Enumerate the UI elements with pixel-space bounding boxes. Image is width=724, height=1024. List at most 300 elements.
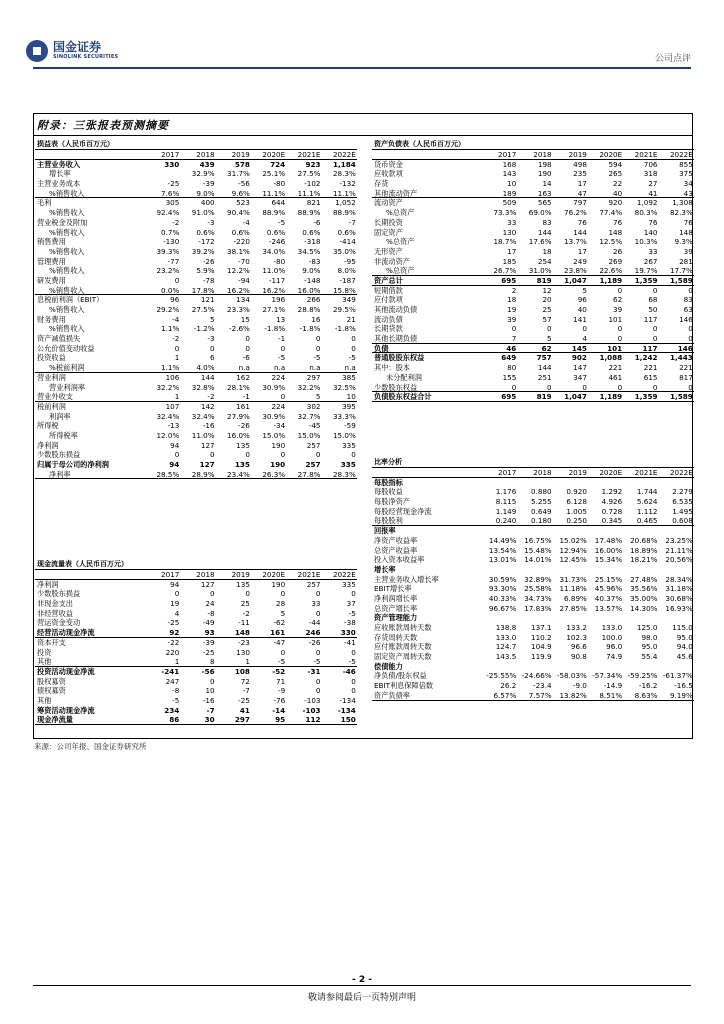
row-value: 25.15% (594, 574, 623, 584)
row-value: 10.3% (634, 237, 658, 247)
row-value: -3 (207, 217, 215, 227)
row-value: 15 (240, 314, 250, 324)
row-label: 流动资产 (374, 198, 403, 208)
table-row (35, 638, 357, 648)
row-value: -49 (202, 618, 215, 628)
row-value: 28.3% (332, 469, 356, 479)
row-value: -41 (344, 637, 356, 647)
row-value: 12 (542, 285, 552, 295)
row-value: 0 (351, 676, 356, 686)
row-value: 18.89% (630, 545, 658, 555)
row-value: 21 (346, 314, 356, 324)
row-value: 32.7% (297, 411, 321, 421)
row-value: 335 (342, 440, 356, 450)
row-value: 143 (502, 169, 517, 179)
table-row (35, 431, 357, 441)
row-value: 11.0% (191, 430, 215, 440)
row-value (553, 526, 588, 536)
row-value: 498 (573, 159, 587, 169)
row-value: 37 (346, 599, 356, 609)
row-value: 318 (643, 169, 658, 179)
row-value: 247 (165, 676, 180, 686)
row-value: 5 (547, 334, 552, 344)
row-label: 归属于母公司的净利润 (37, 460, 109, 469)
row-value: 0 (315, 343, 321, 353)
row-value: 0 (688, 334, 693, 344)
row-value: 133.0 (601, 623, 623, 632)
table-row (35, 412, 357, 422)
row-value: -94 (238, 275, 250, 285)
table-row (372, 575, 694, 585)
row-value: 5 (210, 314, 215, 324)
table-row (35, 609, 357, 619)
row-value (145, 169, 180, 179)
row-value: 77.4% (599, 208, 623, 218)
row-value: 14.49% (488, 535, 517, 545)
row-value: 133.0 (495, 632, 517, 642)
row-value: 27.85% (559, 603, 587, 613)
row-value: 93.30% (488, 584, 517, 594)
row-label: 现金净流量 (37, 715, 73, 724)
row-value: 1 (174, 392, 180, 402)
row-value (588, 526, 623, 536)
row-label: %销售收入 (49, 188, 85, 198)
row-value: 88.9% (297, 208, 321, 218)
row-value: 0 (315, 334, 321, 344)
row-value: 12.5% (599, 237, 623, 247)
table-row (35, 648, 357, 658)
row-label: 资产减值损失 (37, 334, 81, 344)
row-value (658, 613, 693, 623)
row-value (658, 478, 693, 488)
row-value: -58.03% (556, 671, 587, 681)
row-value: 0 (617, 334, 623, 344)
row-value: 0 (652, 324, 658, 334)
row-value: 124.7 (495, 642, 517, 652)
row-value: 5 (315, 392, 321, 402)
table-row (372, 198, 694, 208)
row-value: 138.8 (495, 623, 517, 632)
row-value: -414 (339, 237, 356, 247)
row-value: 16.75% (524, 535, 552, 545)
row-value: 5.624 (636, 497, 658, 507)
row-value: -241 (161, 666, 180, 676)
row-value: 281 (679, 256, 693, 266)
row-value: 385 (342, 372, 356, 382)
row-value: 32.89% (524, 574, 552, 584)
row-value: 94 (169, 460, 180, 469)
table-row (35, 667, 357, 677)
table-row (35, 344, 357, 354)
row-value: -26 (308, 637, 321, 647)
row-value: 127 (199, 460, 215, 469)
row-value: 24 (205, 599, 215, 609)
table-row (35, 218, 357, 228)
row-value: 0 (652, 285, 658, 295)
row-value: -22 (167, 637, 180, 647)
row-value (623, 613, 658, 623)
table-row (35, 363, 357, 373)
row-value: 0 (351, 647, 356, 657)
row-value: n.a (238, 363, 250, 373)
row-value: 265 (608, 169, 623, 179)
row-value: -44 (308, 618, 321, 628)
row-value: 0.6% (266, 227, 286, 237)
row-value: 190 (537, 169, 552, 179)
row-value: 16 (311, 314, 321, 324)
table-row (35, 179, 357, 189)
row-value (517, 478, 552, 488)
row-value: 107 (165, 401, 180, 411)
row-value: 146 (679, 314, 693, 324)
cash-flow-statement (35, 560, 357, 725)
row-value (517, 526, 552, 536)
row-value: 12.0% (156, 430, 180, 440)
row-value: 57 (542, 314, 552, 324)
logo-mark-icon (26, 40, 48, 62)
row-value: 0 (547, 382, 552, 392)
row-value: 135 (236, 579, 250, 589)
table-row (372, 324, 694, 334)
row-value: 27.5% (297, 169, 321, 179)
row-value: 0 (688, 324, 693, 334)
row-value: 190 (271, 440, 286, 450)
row-value: 18 (507, 295, 517, 305)
row-value: 76 (648, 217, 658, 227)
row-value (658, 565, 693, 575)
row-value: 196 (271, 295, 286, 305)
row-value: -5 (313, 353, 321, 363)
row-label: 长期贷款 (374, 324, 403, 334)
table-row (35, 450, 357, 460)
table-row (35, 305, 357, 315)
table-row (35, 237, 357, 247)
row-value: 35.56% (630, 584, 658, 594)
row-value: 76.2% (564, 208, 587, 218)
row-value: 25.58% (524, 584, 552, 594)
row-value: 0.6% (337, 227, 356, 237)
row-value: 83 (542, 217, 552, 227)
row-label: 营业税金及附加 (37, 217, 88, 227)
row-value: 235 (573, 169, 587, 179)
row-value: 23.3% (227, 305, 250, 314)
row-value: 565 (537, 198, 552, 208)
row-value: -130 (162, 237, 180, 247)
row-value: 297 (306, 372, 321, 382)
row-value: -2 (172, 217, 180, 227)
year-header: 2018 (196, 570, 215, 579)
row-value (588, 662, 623, 672)
table-row (35, 696, 357, 706)
row-value: 0 (210, 450, 215, 460)
row-value: 1.149 (495, 506, 517, 516)
row-value: -61.37% (662, 671, 693, 681)
row-value: 0.6% (302, 227, 321, 237)
row-value: 0.6% (196, 227, 215, 237)
row-value: -83 (308, 256, 321, 266)
table-row (372, 584, 694, 594)
table-row (35, 286, 357, 296)
row-value: 110.2 (531, 632, 552, 642)
table-row (35, 618, 357, 628)
row-value: 1.292 (601, 487, 623, 497)
row-value: 13.7% (564, 237, 587, 247)
row-label: %销售收入 (49, 208, 85, 218)
year-header: 2017 (161, 570, 180, 579)
table-row (35, 315, 357, 325)
row-value: 267 (643, 256, 658, 266)
row-value: 101 (607, 343, 623, 353)
row-value: 198 (537, 159, 552, 169)
table-row (35, 402, 357, 412)
row-value: 82.3% (669, 208, 693, 218)
table-row (372, 623, 694, 633)
row-label: 净资产收益率 (374, 535, 418, 545)
panel-title: 损益表（人民币百万元） (35, 140, 357, 150)
row-label: 投资收益 (37, 353, 66, 363)
row-value: 96 (577, 295, 587, 305)
row-value: 330 (340, 628, 356, 638)
row-value: 330 (164, 159, 180, 169)
row-value: 0.465 (636, 516, 658, 526)
row-value: 0 (315, 647, 321, 657)
row-value: 88.9% (332, 208, 356, 218)
row-value: 0 (617, 285, 623, 295)
table-row (372, 671, 694, 681)
table-row (372, 228, 694, 238)
row-value: 400 (200, 198, 215, 208)
row-value: 0 (174, 343, 180, 353)
row-value: 140 (643, 227, 658, 237)
row-value: 8 (210, 657, 215, 667)
row-label: 财务费用 (37, 314, 66, 324)
row-value: 695 (501, 392, 517, 402)
row-label: EBIT利息保障倍数 (374, 681, 434, 691)
row-value: 819 (536, 392, 552, 402)
table-row (372, 642, 694, 652)
row-value: 0 (280, 647, 286, 657)
row-label: 负债 (374, 343, 389, 353)
row-value: 251 (537, 372, 552, 382)
row-value: 15.34% (594, 555, 623, 565)
row-label: %销售收入 (49, 285, 85, 295)
row-value: -2 (172, 334, 180, 344)
table-row (372, 478, 694, 488)
row-value: 1.005 (566, 506, 587, 516)
row-value: 644 (271, 198, 286, 208)
row-value: 266 (306, 295, 321, 305)
row-value: -31 (307, 666, 321, 676)
row-value: 104.9 (531, 642, 552, 652)
row-value: 32.9% (191, 169, 215, 179)
row-value: -80 (273, 256, 286, 266)
row-value: -47 (273, 637, 286, 647)
year-header: 2022E (669, 150, 693, 159)
row-value: 147 (573, 363, 587, 373)
row-value: 94 (170, 579, 180, 589)
row-value: 28.5% (156, 469, 180, 479)
row-value: -39 (202, 637, 215, 647)
row-value (623, 565, 658, 575)
row-value: 28.9% (191, 469, 215, 479)
row-value: 0 (351, 589, 356, 599)
row-label: 营业利润率 (49, 382, 85, 392)
row-value: 40 (613, 188, 623, 198)
row-value: 29.5% (332, 305, 356, 314)
table-row (372, 237, 694, 247)
row-value: 148 (679, 227, 693, 237)
year-header-row (35, 150, 357, 160)
row-value: 102.3 (566, 632, 587, 642)
year-header: 2019 (231, 570, 250, 579)
row-value: 0 (280, 392, 286, 402)
row-label: 毛利 (37, 198, 52, 208)
row-value: -2 (207, 392, 215, 402)
row-value: 0 (174, 275, 180, 285)
row-label: 存货周转天数 (374, 632, 418, 642)
row-label: 回报率 (374, 526, 396, 536)
row-value: 130 (236, 647, 250, 657)
row-value: 63 (683, 305, 693, 314)
row-value: 146 (677, 343, 693, 353)
row-value: 16.2% (227, 285, 250, 295)
row-value (482, 565, 517, 575)
row-value: 39 (613, 305, 623, 314)
row-value: 7.6% (161, 188, 180, 198)
row-value: 155 (502, 372, 517, 382)
row-value: -5 (348, 608, 356, 618)
logo-cn: 国金证券 (53, 40, 102, 54)
row-value: 91.0% (191, 208, 215, 218)
row-value (588, 565, 623, 575)
row-value: 26.3% (262, 469, 286, 479)
row-value: 142 (200, 401, 215, 411)
row-value: 1 (174, 353, 180, 363)
row-value: 17.8% (191, 285, 215, 295)
row-value: 0 (174, 450, 180, 460)
table-row (35, 599, 357, 609)
row-value: 1,308 (672, 198, 693, 208)
row-label: 普通股股东权益 (374, 353, 425, 363)
row-label: %销售收入 (49, 266, 85, 276)
row-value: 920 (608, 198, 623, 208)
row-value: -9 (278, 686, 286, 696)
year-header: 2020E (599, 468, 623, 477)
row-value: -16 (202, 421, 215, 431)
row-value: 221 (679, 363, 693, 373)
row-value: 17 (507, 246, 517, 256)
row-value: 0 (280, 589, 286, 599)
row-value: 130 (502, 227, 517, 237)
row-value: 55.4 (641, 652, 658, 662)
row-value: -57.34% (592, 671, 623, 681)
row-value: 1,443 (670, 353, 693, 363)
row-label: 其他 (37, 695, 52, 705)
row-label: 净负债/股东权益 (374, 671, 427, 681)
appendix-title: 附录：三张报表预测摘要 (33, 113, 693, 136)
row-value: 33 (507, 217, 517, 227)
row-value: -25 (202, 647, 215, 657)
row-value: -5 (278, 657, 286, 667)
row-value: 1,092 (636, 198, 658, 208)
table-row (372, 363, 694, 373)
row-value: 347 (573, 372, 587, 382)
row-value (482, 526, 517, 536)
table-row (372, 305, 694, 315)
row-value: 15.0% (297, 430, 321, 440)
row-value: 40 (577, 305, 587, 314)
row-value: 461 (608, 372, 623, 382)
row-label: 营业外收支 (37, 392, 73, 401)
table-row (372, 507, 694, 517)
row-value: 80 (507, 363, 517, 373)
row-value: 16.93% (665, 603, 693, 613)
row-value: 135 (236, 440, 250, 450)
year-header: 2018 (196, 150, 215, 159)
table-row (372, 555, 694, 565)
row-value: 0 (617, 382, 623, 392)
row-value: -6 (313, 217, 321, 227)
row-value: 34.0% (262, 246, 286, 256)
row-label: 每股经营现金净流 (374, 506, 432, 516)
row-label: 其中：股本 (374, 363, 410, 373)
row-value: 31.7% (227, 169, 250, 179)
row-value: -134 (339, 695, 356, 705)
row-value: -80 (273, 179, 286, 189)
row-label: 税前利润 (37, 401, 66, 411)
row-value: 15.48% (524, 545, 552, 555)
row-value: n.a (309, 363, 321, 373)
row-value: 0 (245, 343, 250, 353)
row-value: 578 (234, 159, 250, 169)
header-blank (372, 468, 482, 477)
row-value: 335 (340, 460, 356, 469)
row-value: 29.2% (156, 305, 180, 314)
row-value: 0 (315, 686, 321, 696)
row-label: 营运资金变动 (37, 618, 81, 628)
row-value: 923 (305, 159, 321, 169)
row-value: -5 (172, 695, 180, 705)
row-value: 27 (648, 179, 658, 189)
row-value: 41 (239, 705, 250, 715)
row-value: -1.8% (334, 324, 356, 334)
row-value: 33 (311, 599, 321, 609)
row-value: 10 (507, 179, 517, 189)
row-value: -4 (172, 314, 180, 324)
row-value: 16.00% (594, 545, 623, 555)
row-label: 主营业务成本 (37, 179, 81, 189)
row-value: 95 (275, 715, 286, 725)
row-value: 76 (613, 217, 623, 227)
row-value: 40.33% (488, 593, 517, 603)
row-value: 0 (688, 382, 693, 392)
row-value: 26 (613, 246, 623, 256)
row-value: -14.9 (603, 681, 623, 691)
row-value (623, 526, 658, 536)
row-value: 88.9% (262, 208, 286, 218)
row-value: 35.0% (332, 246, 356, 256)
row-value: 23.2% (156, 266, 180, 276)
row-value: 0 (245, 589, 250, 599)
row-value: -6 (242, 353, 250, 363)
table-row (35, 580, 357, 590)
row-value: -46 (342, 666, 356, 676)
footer-rule (33, 985, 691, 986)
row-value: -77 (167, 256, 180, 266)
row-value: -95 (344, 256, 356, 266)
row-value: 1.744 (636, 487, 658, 497)
row-value: 30.68% (665, 593, 693, 603)
